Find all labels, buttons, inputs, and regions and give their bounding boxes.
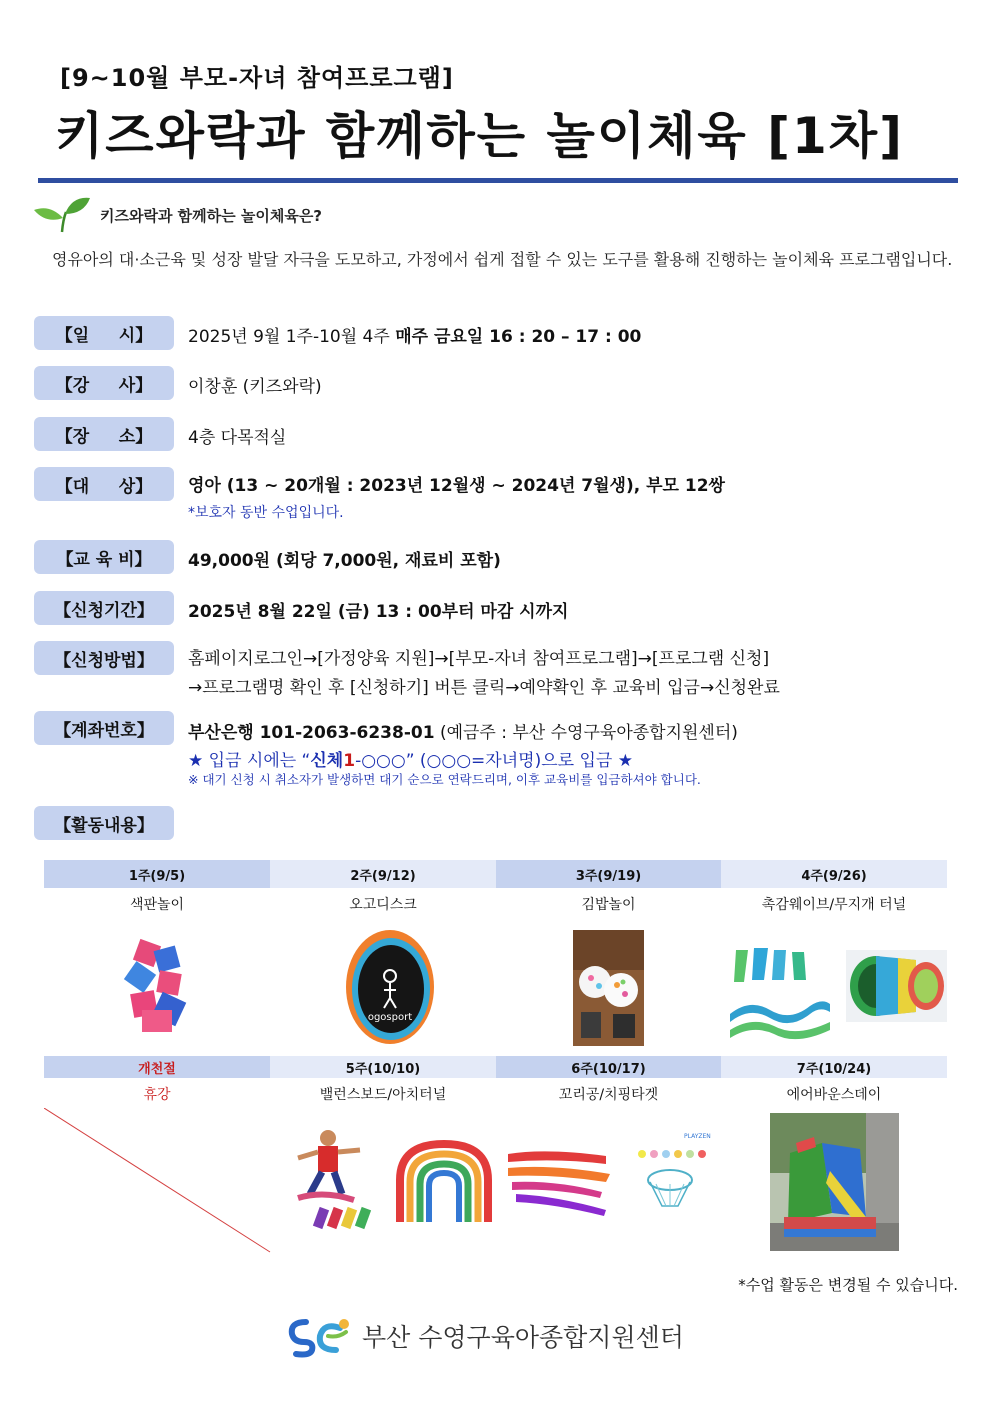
org-name: 부산 수영구육아종합지원센터 <box>362 1323 684 1352</box>
footer-note: *수업 활동은 변경될 수 있습니다. <box>738 1276 958 1294</box>
label-target: 【대 상】 <box>34 467 174 501</box>
label-fee: 【교 육 비】 <box>34 540 174 574</box>
activity-name: 에어바운스데이 <box>786 1087 882 1103</box>
chipping-target-image <box>634 1128 720 1216</box>
sc-logo-icon <box>288 1314 356 1358</box>
holiday-name: 휴강 <box>143 1087 171 1103</box>
deposit-number: 1 <box>343 751 356 771</box>
waitlist-note: ※ 대기 신청 시 취소자가 발생하면 대기 순으로 연락드리며, 이후 교육비를 입금하셔야 합니다. <box>188 772 701 787</box>
method-line-1: 홈페이지로그인→[가정양육 지원]→[부모-자녀 참여프로그램]→[프로그램 신청] <box>188 649 770 669</box>
deposit-pre: ★ 입금 시에는 “ <box>188 751 311 771</box>
balance-board-image <box>294 1128 386 1232</box>
activity-name: 색판놀이 <box>129 897 185 913</box>
deposit-post: -○○○” (○○○=자녀명)으로 입금 ★ <box>355 751 633 771</box>
playzen-text: PLAYZEN <box>684 1133 711 1140</box>
holiday-header: 개천절 <box>44 1056 270 1078</box>
deposit-instruction <box>188 746 633 771</box>
gimbap-play-image <box>573 930 644 1046</box>
color-board-image <box>122 936 194 1036</box>
schedule-time: 매주 금요일 16 : 20 – 17 : 00 <box>395 327 642 347</box>
week-header: 3주(9/19) <box>496 860 721 888</box>
activity-name: 오고디스크 <box>349 897 417 913</box>
ogo-disc-text: ogosport <box>367 1012 413 1023</box>
cancelled-slash <box>44 1108 272 1254</box>
deposit-prefix: 신체 <box>310 751 344 771</box>
label-method: 【신청방법】 <box>34 641 174 675</box>
activity-name: 밸런스보드/아치터널 <box>319 1087 447 1103</box>
account-holder: (예금주 : 부산 수영구육아종합지원센터) <box>434 723 738 743</box>
method-line-2: →프로그램명 확인 후 [신청하기] 버튼 클릭→예약확인 후 교육비 입금→신청완료 <box>188 678 780 698</box>
org-logo <box>288 1314 684 1358</box>
label-period: 【신청기간】 <box>34 591 174 625</box>
value-schedule <box>188 322 641 347</box>
label-activities: 【활동내용】 <box>34 806 174 840</box>
label-schedule: 【일 시】 <box>34 316 174 350</box>
value-account <box>188 718 738 743</box>
value-target: 영아 (13 ~ 20개월 : 2023년 12월생 ~ 2024년 7월생), 부모 12쌍 <box>188 476 725 496</box>
week-header: 1주(9/5) <box>44 860 270 888</box>
activity-name: 김밥놀이 <box>581 897 636 913</box>
rainbow-tunnel-image <box>846 950 947 1022</box>
week-header: 6주(10/17) <box>496 1056 721 1078</box>
schedule-date: 2025년 9월 1주-10월 4주 <box>188 327 396 347</box>
program-subtitle: [9~10월 부모-자녀 참여프로그램] <box>60 64 454 92</box>
activity-name: 촉감웨이브/무지개 터널 <box>761 897 907 913</box>
program-title: 키즈와락과 함께하는 놀이체육 [1차] <box>55 107 904 165</box>
value-place: 4층 다목적실 <box>188 428 287 448</box>
arch-tunnel-image <box>392 1138 496 1226</box>
account-number: 부산은행 101-2063-6238-01 <box>188 723 435 743</box>
intro-body: 영유아의 대·소근육 및 성장 발달 자극을 도모하고, 가정에서 쉽게 접할 수 있는 도구를 활용해 진행하는 놀이체육 프로그램입니다. <box>52 250 953 269</box>
value-period: 2025년 8월 22일 (금) 13 : 00부터 마감 시까지 <box>188 602 569 622</box>
week-header: 5주(10/10) <box>270 1056 496 1078</box>
target-note: *보호자 동반 수업입니다. <box>188 505 344 521</box>
value-fee: 49,000원 (회당 7,000원, 재료비 포함) <box>188 551 501 571</box>
sensory-wave-image <box>730 946 834 1046</box>
intro-heading: 키즈와락과 함께하는 놀이체육은? <box>100 207 323 225</box>
air-bounce-image <box>770 1113 899 1251</box>
label-account: 【계좌번호】 <box>34 711 174 745</box>
value-instructor: 이창훈 (키즈와락) <box>188 377 322 397</box>
sprout-icon <box>32 194 92 234</box>
ogo-disc-image <box>344 928 436 1046</box>
title-divider <box>38 178 958 183</box>
activity-name: 꼬리공/치핑타겟 <box>558 1087 659 1103</box>
label-place: 【장 소】 <box>34 417 174 451</box>
label-instructor: 【강 사】 <box>34 366 174 400</box>
week-header: 4주(9/26) <box>721 860 947 888</box>
tail-ball-image <box>506 1144 610 1216</box>
week-header: 2주(9/12) <box>270 860 496 888</box>
week-header: 7주(10/24) <box>721 1056 947 1078</box>
